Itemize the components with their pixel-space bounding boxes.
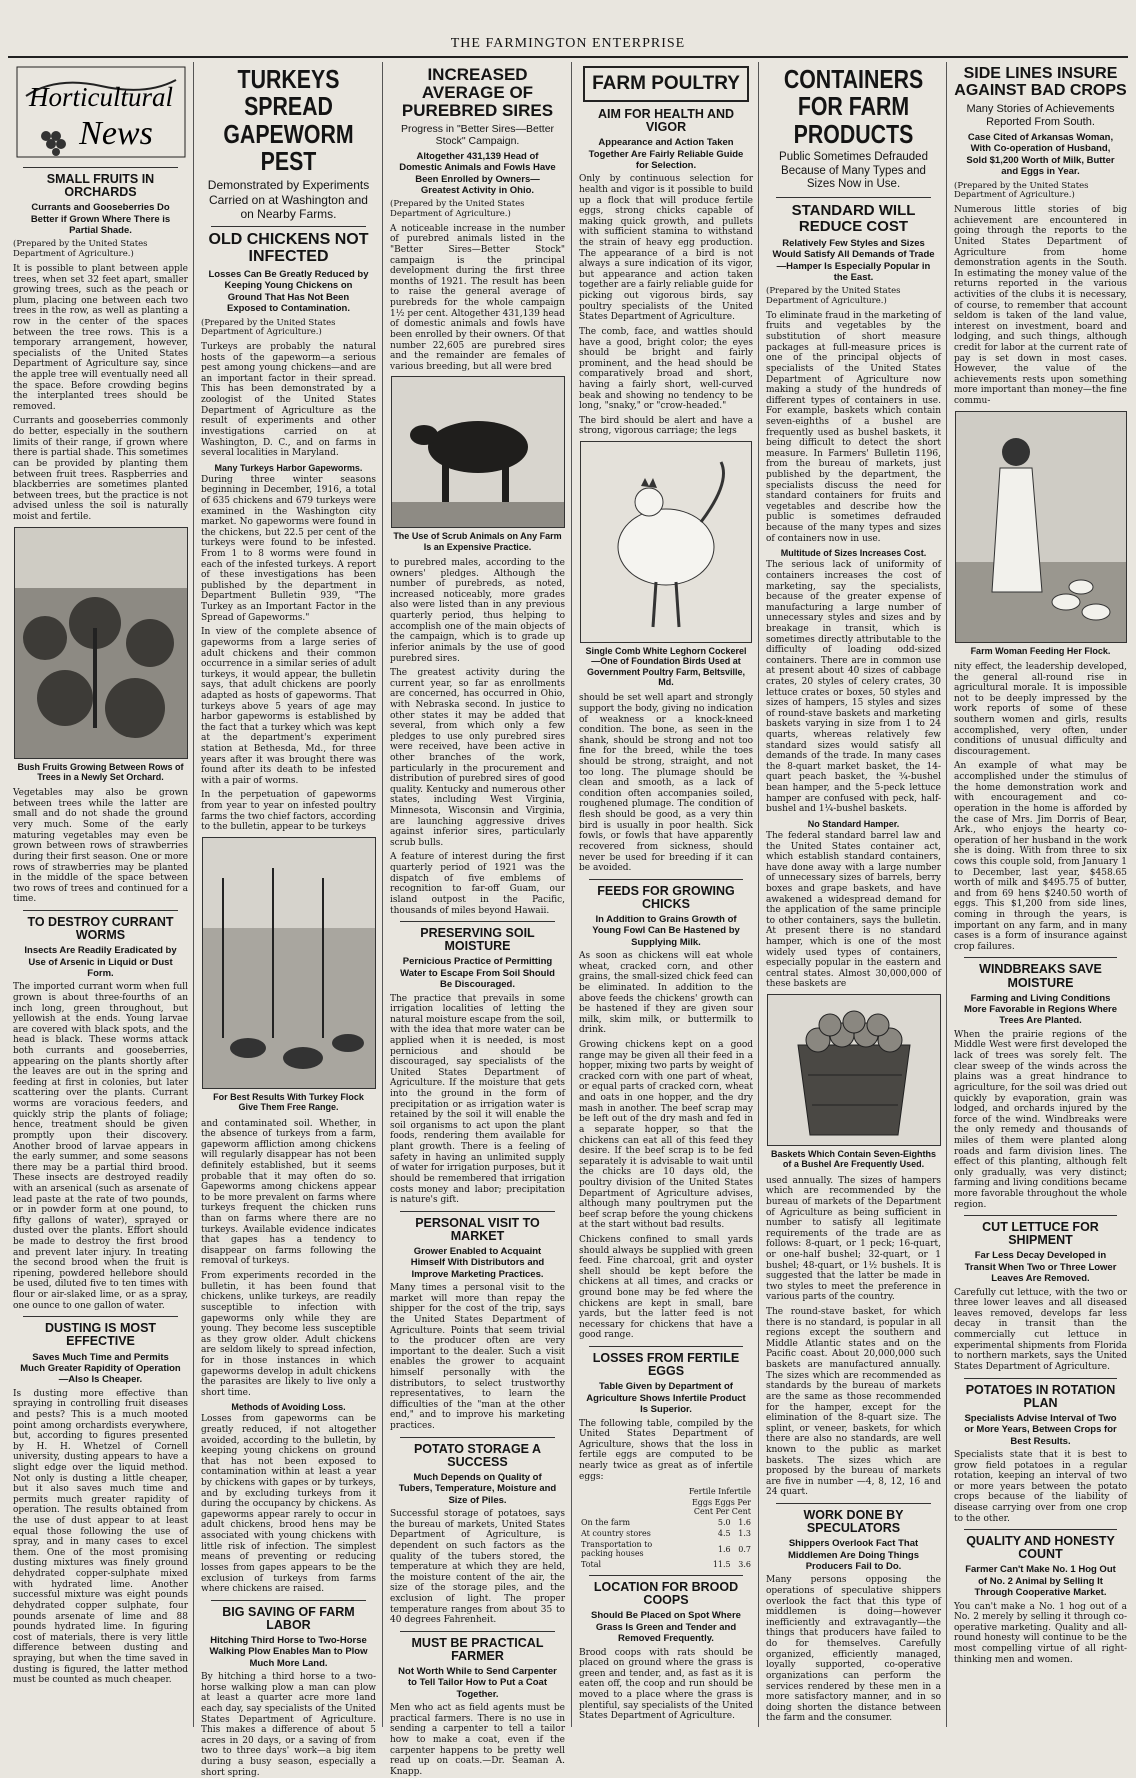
- table-header-cell: Eggs Eggs Per Cent Per Cent: [691, 1498, 751, 1517]
- article-paragraph: The practice that prevails in some irrigation localities of letting the natural moisture escape from the soil, with the idea that more water can be applied when it is needed, is most pernicious and should be discouraged, say specialists of the United States Department of Agriculture. If the moisture that gets into the ground in the form of precipitation or as irrigation water is retained by the soil it will enable the soil organisms to act upon the plant foods, rendering them available for plant growth. There is a feeling of safety in having an unlimited supply of water for irrigation purposes, but it should be remembered that irrigation costs money and labor; precipitation is nature's gift.: [390, 993, 565, 1206]
- article-paragraph: nity effect, the leadership developed, the general all-round rise in agricultural morale. It is impossible not to be deeply impressed by the work reports of some of these southern women and girls, results accomplished, very often, under conditions of unusual difficulty and discouragement.: [954, 661, 1127, 757]
- fertile-value: 4.5: [717, 1529, 731, 1539]
- deck: Saves Much Time and Permits Much Greater Rapidity of Operation—Also Is Cheaper.: [20, 1351, 181, 1386]
- separator: [23, 1316, 178, 1317]
- headline: FEEDS FOR GROWING CHICKS: [597, 883, 735, 911]
- article-paragraph: Vegetables may also be grown between trees while the latter are small and do not shade the ground very much. Some of the early maturing vegetables may even be grown between rows of strawberries during their first season. One or more rows of strawberries may be planted in the middle of the space between two rows of trees and continued for a time.: [13, 788, 188, 905]
- separator: [400, 1437, 555, 1438]
- article-paragraph: In the perpetuation of gapeworms from year to year on infested poultry farms the two chief factors, according to the bulletin, appear to be turkeys: [201, 790, 376, 833]
- table-row: [579, 1517, 753, 1528]
- turkey-flock-photo: [202, 837, 376, 1089]
- deck: Shippers Overlook Fact That Middlemen Are Doing Things Producers Fail to Do.: [787, 1538, 920, 1573]
- deck: Much Depends on Quality of Tubers, Temperature, Moisture and Size of Piles.: [398, 1471, 557, 1506]
- article-paragraph: Specialists state that it is best to grow field potatoes in a regular rotation, keeping an interval of two or more years between the potato crops because of the liability of disease carrying over from one crop to the other.: [954, 1449, 1127, 1524]
- headline: STANDARD WILL REDUCE COST: [791, 202, 916, 236]
- horticultural-news-logo: [13, 66, 188, 162]
- headline: WORK DONE BY SPECULATORS: [803, 1508, 904, 1536]
- article-paragraph: should be set well apart and strongly support the body, giving no indication of weakness or a knock-kneed condition. The bone, as seen in the shank, should be strong and not too fine for the breed, while the toes should be strong, straight, and not too long. The plumage should be clean and smooth, as a lack of condition often accompanies soiled, roughened plumage. The condition of flesh should be good, as a very thin bird is usually in poor health. Sick fowls, or fowls that have apparently recovered from sickness, should never be used for breeding if it can be avoided.: [579, 693, 753, 874]
- article-paragraph: As soon as chickens will eat whole wheat, cracked corn, and other grains, the small-sized chick feed can be eliminated. In addition to the above feeds the chickens' growth can be hastened if they are given sour milk, skim milk, or buttermilk to drink.: [579, 951, 753, 1036]
- credit-line: (Prepared by the United States Department of Agriculture.): [954, 180, 1089, 201]
- table-header-cell: Fertile Infertile: [688, 1487, 751, 1497]
- table-row: [579, 1528, 753, 1539]
- article-paragraph: In view of the complete absence of gapeworms from a large series of adult chickens and their common occurrence in a similar series of adult turkeys, it would appear, the bulletin says, that adult chickens are poorly adapted as hosts of gapeworms. That turkeys above 5 years of age may harbor gapeworms is established by the fact that a turkey which was kept at the department's experiment station at Bethesda, Md., for three years after it was brought there was found after its death to be infested with a pair of worms.: [201, 627, 376, 786]
- article-paragraph: An example of what may be accomplished under the stimulus of the home demonstration work and with encouragement and co-operation in the home is afforded by the case of Mrs. Jim Dorris of Bear, Ark., who enjoys the hearty co-operation of her husband in the work she is doing. With from three to six cows this couple sold, from January 1 to December, last year, $458.65 worth of milk and $495.75 of butter, and from 69 hens $240.50 worth of eggs. This $1,200 from side lines, coming in through the years, is important on any farm, and in many cases is a form of insurance against crop failures.: [954, 761, 1127, 952]
- deck: Insects Are Readily Eradicated by Use of Arsenic in Liquid or Dust Form.: [24, 945, 177, 979]
- masthead-rule: [8, 56, 1128, 58]
- column-rule: [946, 62, 947, 1727]
- separator: [964, 1378, 1117, 1379]
- separator: [589, 1346, 743, 1347]
- article-paragraph: You can't make a No. 1 hog out of a No. 2 merely by selling it through co-operative marketing. Quality and all-round honesty will continue to be the most compelling virtue of all right-thinking men and women.: [954, 1601, 1127, 1665]
- infertile-value: 0.7: [738, 1544, 751, 1554]
- headline: POTATO STORAGE A SUCCESS: [413, 1441, 542, 1469]
- credit-line: (Prepared by the United States Department of Agriculture.): [390, 199, 525, 220]
- headline: CUT LETTUCE FOR SHIPMENT: [982, 1220, 1099, 1248]
- deck: Hitching Third Horse to Two-Horse Walking Plow Enables Man to Plow Much More Land.: [209, 1635, 368, 1669]
- table-cell: [678, 1539, 753, 1559]
- article-paragraph: When the prairie regions of the Middle West were first developed the lack of trees was sorely felt. The clear sweep of the winds across the plains was a great hindrance to agriculture, for the soil was dried out quickly by evaporation, grain was lodged, and orchards injured by the force of the wind. Windbreaks were the only remedy and thousands of miles of them were planted along roads and farm division lines. The effect of this planting, although felt only gradually, was very distinct; farming and living conditions became more favorable throughout the whole region.: [954, 1029, 1127, 1210]
- article-paragraph: Carefully cut lettuce, with the two or three lower leaves and all diseased leaves removed, develops far less decay in transit than the commercially cut lettuce in experimental shipments from Florida to northern markets, says the United States Department of Agriculture.: [954, 1287, 1127, 1372]
- headline: SMALL FRUITS IN ORCHARDS: [46, 172, 155, 200]
- table-row: [579, 1539, 753, 1559]
- grape-vine-logo-icon: [16, 66, 186, 158]
- headline: INCREASED AVERAGE OF PUREBRED SIRES: [401, 65, 554, 120]
- deck: Relatively Few Styles and Sizes Would Satisfy All Demands of Trade—Hamper Is Especially Popular in the East.: [772, 237, 935, 283]
- separator: [400, 1631, 555, 1632]
- scrub-cow-photo: [391, 376, 565, 528]
- article-paragraph: From experiments recorded in the bulletin, it has been found that chickens, unlike turkeys, are readily susceptible to infection with gapeworms only while they are young. They become less susceptible as they grow older. Adult chickens are seldom likely to spread infection, for in those instances in which gapeworms develop in adult chickens the parasites are likely to live only a short time.: [201, 1271, 376, 1398]
- logo-word-1: Horticultural: [28, 82, 173, 112]
- table-cell: Total: [581, 1560, 602, 1570]
- farm-poultry-box: [583, 66, 749, 102]
- article-paragraph: The imported currant worm when full grown is about three-fourths of an inch long, green throughout, but yellowish at the ends. Young larvae are covered with black spots, and the head is black. These worms attack both currants and gooseberries, appearing on the plants shortly after the leaves are out in the spring and feeding at first in colonies, but later scattering over the plants. Currant worms are voracious feeders, and quickly strip the plants of foliage; hence, treatment should be given promptly upon their discovery. Another brood of larvae appears in the early summer, and some seasons there may be a partial third brood. These insects are destroyed readily with an arsenical (such as arsenate of lead paste at the rate of two pounds, or in powder form at one pound, to fifty gallons of water), sprayed or dusted over the plants. Effort should be made to destroy the first brood and prevent later injury. In treating the second brood when the fruit is ripening, powdered hellebore should be used, diluted five to ten times with flour or air-slaked lime, or as a spray, one ounce to one gallon of water.: [13, 982, 188, 1311]
- subheading: No Standard Hamper.: [807, 818, 900, 829]
- credit-line: (Prepared by the United States Department of Agriculture.): [13, 239, 148, 260]
- photo-caption: Farm Woman Feeding Her Flock.: [970, 645, 1111, 656]
- column-rule: [193, 62, 194, 1727]
- article-paragraph: to purebred males, according to the owners' pledges. Although the number of purebreds, as noted, increased noticeably, more grades also were listed than in any previous quarterly period, thus helping to accomplish one of the main objects of the campaign, which is to grade up inferior animals by the use of good purebred sires.: [390, 558, 565, 664]
- subheading: Many Turkeys Harbor Gapeworms.: [214, 462, 363, 473]
- article-paragraph: Is dusting more effective than spraying in controlling fruit diseases and pests? This is a much mooted point among orchardists everywhere, but, according to figures presented by H. H. Whetzel of Cornell university, dusting appears to have a slight edge over the liquid method. Not only is dusting a little cheaper, but it also saves much time and permits much greater rapidity of operation. The results obtained from the use of dust appear to at least equal those following the use of spray, and in many cases to excel them. One of the most promising dusting mixtures was finely ground dehydrated copper-sulphate mixed with hydrated lime. Another successful mixture was eight pounds dehydrated copper sulphate, four pounds arsenate of lime and 88 pounds hydrated lime. In figuring cost of materials, there is very little difference between dusting and spraying, but when the time saved in dusting is figured, the latter method must be counted as much cheaper.: [13, 1388, 188, 1686]
- article-paragraph: Successful storage of potatoes, says the bureau of markets, United States Department of Agriculture, is dependent on such factors as the quality of the tubers stored, the temperature at which they are held, the moisture content of the air, the size of the storage piles, and the exclusion of light. The proper temperature ranges from about 35 to 40 degrees Fahrenheit.: [390, 1509, 565, 1626]
- table-cell: [678, 1517, 753, 1528]
- separator: [23, 167, 178, 168]
- deck: Losses Can Be Greatly Reduced by Keeping Young Chickens on Ground That Has Not Been Exposed to Contamination.: [208, 268, 369, 315]
- deck: Should Be Placed on Spot Where Grass Is Green and Tender and Removed Frequently.: [591, 1610, 741, 1645]
- separator: [589, 879, 743, 880]
- column-1: [8, 62, 193, 1727]
- article-paragraph: To eliminate fraud in the marketing of fruits and vegetables by the substitution of short measure packages at full-measure prices is one of the principal objects of specialists of the United States Department of Agriculture now making a study of the hundreds of different types of containers in use. For example, baskets which contain seven-eighths of a bushel are frequently used as bushel baskets, it being difficult to detect the short measure. In Farmers' Bulletin 1196, from the bureau of markets, just published by the department, the specialists discuss the need for standard containers for fruits and vegetables and describe how the public is sometimes defrauded because of the many types and sizes of containers now in use.: [766, 310, 941, 544]
- table-header-row: [579, 1486, 753, 1497]
- article-paragraph: A feature of interest during the first quarterly period of 1921 was the dispatch of five emblems of recognition to far-off Guam, our island outpost in the Pacific, thousands of miles beyond Hawaii.: [390, 852, 565, 916]
- article-paragraph: The round-stave basket, for which there is no standard, is popular in all regions except the southern and Middle Atlantic states and on the Pacific coast. About 20,000,000 such baskets are manufactured annually. The sizes which are recommended as standards by the bureau of markets are the same as those recommended for the hamper, except for the elimination of the 8-quart size. The splint, or veneer, baskets, for which there are also no standards, are well known to the public as market baskets. The sizes which are proposed by the bureau of markets are five in number —4, 8, 12, 16 and 24 quart.: [766, 1307, 941, 1498]
- deck: In Addition to Grains Growth of Young Fowl Can Be Hastened by Supplying Milk.: [592, 913, 740, 948]
- headline: CONTAINERS FOR FARM PRODUCTS: [783, 64, 924, 149]
- logo-word-2: News: [78, 115, 153, 152]
- leghorn-cockerel-photo: [580, 441, 752, 643]
- baskets-photo: [767, 994, 941, 1146]
- article-paragraph: Currants and gooseberries commonly do better, especially in the southern limits of their range, if grown where there is partial shade. This sometimes can be provided by planting them between fruit trees. Raspberries and blackberries are sometimes planted between trees, but the practice is not advised unless the soil is naturally moist and fertile.: [13, 416, 188, 522]
- separator: [776, 1503, 931, 1504]
- separator: [211, 1600, 366, 1601]
- deck: Not Worth While to Send Carpenter to Tell Tailor How to Put a Coat Together.: [398, 1666, 557, 1700]
- column-3: [385, 62, 570, 1777]
- column-rule: [758, 62, 759, 1727]
- separator: [400, 921, 555, 922]
- article-paragraph: The bird should be alert and have a strong, vigorous carriage; the legs: [579, 415, 753, 437]
- column-2: [196, 62, 381, 1778]
- credit-line: (Prepared by the United States Department of Agriculture.): [766, 286, 901, 307]
- article-paragraph: Turkeys are probably the natural hosts of the gapeworm—a serious pest among young chickens—and are an important factor in their spread. This has been demonstrated by a zoologist of the United States Department of Agriculture as the result of experiments and other investigations carried on at Washington, D. C., and on farms in several localities in Maryland.: [201, 342, 376, 459]
- fertile-value: 11.5: [712, 1560, 731, 1570]
- table-row: [579, 1559, 753, 1570]
- article-paragraph: Losses from gapeworms can be greatly reduced, if not altogether avoided, according to the bulletin, by keeping young chickens on ground that has not been exposed to contamination within at least a year by chickens with gapes or by turkeys, and by excluding turkeys from it during the occupancy by chickens. As gapeworms appear rarely to occur in adult chickens, brood hens may be associated with young chickens with little risk of infection. The simplest means of preventing or reducing losses from gapes appears to be the exclusion of turkeys from farms where chickens are raised.: [201, 1414, 376, 1595]
- article-paragraph: The greatest activity during the current year, so far as enrollments are concerned, has occurred in Ohio, with Nebraska second. In justice to other states it may be added that several, from which only a few pledges to use only purebred sires were received, have been active in other branches of the work, particularly in the procurement and distribution of purebred sires of good quality. Kentucky and numerous other states, including West Virginia, Minnesota, Wisconsin and Virginia, are launching aggressive drives against inferior sires, particularly scrub bulls.: [390, 668, 565, 848]
- column-4: [574, 62, 758, 1727]
- article-paragraph: It is possible to plant between apple trees, when set 32 feet apart, smaller growing trees, such as the peach or plum, placing one between each two trees in the row, as well as planting a row in the center of the spaces between the tree rows. This is a temporary arrangement, however, specialists of the United States Department of Agriculture say, since the apple tree will eventually need all the space. Before crowding begins the interplanted trees should be removed.: [13, 263, 188, 412]
- fertile-value: 1.6: [717, 1544, 731, 1554]
- article-paragraph: By hitching a third horse to a two-horse walking plow a man can plow at least a quarter acre more land each day, say specialists of the United States Department of Agriculture. This makes a difference of about 5 acres in 20 days, or a saving of from two to three days' work—a big item during a busy season, especially a short spring.: [201, 1672, 376, 1778]
- table-cell: At country stores: [581, 1529, 651, 1539]
- article-paragraph: The serious lack of uniformity of containers increases the cost of marketing, say the specialists, because of the greater expense of manufacturing a large number of unnecessary styles and sizes and by breakage in transit, which is sometimes directly attributable to the difficulty of loading odd-sized containers. There are in common use at present about 40 sizes of cabbage crates, 20 styles of celery crates, 30 lettuce crates or boxes, 50 styles and sizes of hampers, 15 styles and sizes of round-stave baskets and marketing baskets varying in size from 1 to 24 quarts, whereas relatively few standard sizes would satisfy all demands of the trade. In many cases the 8-quart market basket, the 14-quart peach basket, the ¾-bushel bean hamper, and the 5-peck lettuce hamper are confused with peck, half-bushel and 1¼-bushel baskets.: [766, 560, 941, 815]
- column-6: [949, 62, 1132, 1727]
- article-paragraph: During three winter seasons beginning in December, 1916, a total of 635 chickens and 679 turkeys were examined in the Washington city market. No gapeworms were found in the chickens, but 22.5 per cent of the turkeys were found to be infested. From 1 to 8 worms were found in each of the infested turkeys. A report of these investigations has been published by the department in Department Bulletin 939, "The Turkey as an Important Factor in the Spread of Gapeworms.": [201, 474, 376, 623]
- article-paragraph: Many persons opposing the operations of speculative shippers overlook the fact that this type of middlemen is doing—however inefficiently and extravagantly—the things that producers have failed to do for themselves. Carefully organized, efficiently managed, loyally supported, co-operative organizations can perform the services rendered by these men in a more satisfactory manner, and in so doing shorten the distance between the farm and the consumer.: [766, 1575, 941, 1724]
- separator: [964, 957, 1117, 958]
- egg-loss-table: [579, 1486, 753, 1570]
- photo-caption: Single Comb White Leghorn Cockerel —One of Foundation Birds Used at Government Poultry Farm, Beltsville, Md.: [585, 645, 747, 688]
- photo-caption: For Best Results With Turkey Flock Give Them Free Range.: [213, 1091, 364, 1113]
- table-cell: Transportation to packing houses: [581, 1540, 653, 1559]
- article-paragraph: Growing chickens kept on a good range may be given all their feed in a hopper, mixing two parts by weight of cracked corn with one part of wheat, or equal parts of cracked corn, wheat and oats in one hopper, and the dry mash in another. The beef scrap may be left out of the dry mash and fed in a separate hopper, so that the chickens can eat all of this feed they desire. If the beef scrap is to be fed separately it is advisable to wait until the chicks are 10 days old, the poultry division of the United States Department of Agriculture advises, although many poultrymen put the beef scrap before the young chickens at the start without bad results.: [579, 1040, 753, 1231]
- headline: BIG SAVING OF FARM LABOR: [222, 1604, 355, 1632]
- subheading: Methods of Avoiding Loss.: [231, 1402, 346, 1413]
- deck: Table Given by Department of Agriculture Shows Infertile Product Is Superior.: [586, 1381, 746, 1416]
- farm-woman-photo: [955, 411, 1127, 643]
- separator: [776, 197, 931, 198]
- headline: TURKEYS SPREAD GAPEWORM PEST: [223, 64, 354, 176]
- separator: [23, 910, 178, 911]
- headline: FARM POULTRY: [592, 73, 740, 94]
- article-paragraph: The federal standard barrel law and the United States container act, which establish standard containers, have done away with a large number of unnecessary sizes of barrels, berry boxes and grape baskets, and have awakened a widespread demand for the application of the same principle to other containers, says the bulletin. At present there is no standard hamper, which is one of the most widely used types of containers, especially popular in the eastern and central states. Almost 30,000,000 of these baskets are: [766, 830, 941, 990]
- separator: [964, 1529, 1117, 1530]
- column-5: [761, 62, 946, 1727]
- table-header-row: [579, 1497, 753, 1517]
- deck: Many Stories of Achievements Reported From South.: [966, 102, 1115, 128]
- deck: Far Less Decay Developed in Transit When Two or Three Lower Leaves Are Removed.: [964, 1250, 1117, 1285]
- headline: WINDBREAKS SAVE MOISTURE: [979, 962, 1102, 990]
- photo-caption: Bush Fruits Growing Between Rows of Trees in a Newly Set Orchard.: [17, 761, 184, 782]
- headline: DUSTING IS MOST EFFECTIVE: [44, 1321, 157, 1349]
- deck: Case Cited of Arkansas Woman, With Co-operation of Husband, Sold $1,200 Worth of Milk, Butter and Eggs in Year.: [966, 131, 1115, 178]
- masthead: THE FARMINGTON ENTERPRISE: [450, 36, 686, 51]
- deck: Farming and Living Conditions More Favorable in Regions Where Trees Are Planted.: [963, 992, 1118, 1027]
- table-header-cell: [579, 1497, 678, 1517]
- deck: Grower Enabled to Acquaint Himself With Distributors and Improve Marketing Practices.: [410, 1246, 545, 1280]
- infertile-value: 1.3: [738, 1529, 751, 1539]
- deck: Demonstrated by Experiments Carried on at Washington and on Nearby Farms.: [207, 178, 370, 221]
- deck: Progress in "Better Sires—Better Stock" Campaign.: [400, 122, 555, 148]
- deck: Currants and Gooseberries Do Better if Grown Where There is Partial Shade.: [30, 202, 171, 237]
- deck: Farmer Can't Make No. 1 Hog Out of No. 2 Animal by Selling It Through Cooperative Market.: [965, 1564, 1116, 1599]
- article-paragraph: Men who act as field agents must be practical farmers. There is no use in sending a carpenter to tell a tailor how to make a coat, even if the carpenter happens to be pretty well read up on coats.—Dr. Seaman A. Knapp.: [390, 1703, 565, 1777]
- deck: Public Sometimes Defrauded Because of Many Types and Sizes Now in Use.: [779, 150, 928, 191]
- headline: PRESERVING SOIL MOISTURE: [420, 926, 535, 954]
- table-cell: [678, 1528, 753, 1539]
- headline: POTATOES IN ROTATION PLAN: [965, 1382, 1116, 1410]
- photo-caption: Baskets Which Contain Seven-Eighths of a Bushel Are Frequently Used.: [770, 1149, 937, 1170]
- separator: [589, 1575, 743, 1576]
- article-paragraph: The following table, compiled by the United States Department of Agriculture, shows that the loss in fertile eggs are computed to be nearly twice as great as of infertile eggs:: [579, 1418, 753, 1482]
- fertile-value: 5.0: [717, 1518, 731, 1528]
- article-paragraph: Numerous little stories of big achievement are encountered in going through the reports to the United States Department of Agriculture from home demonstration agents in the South. In estimating the money value of the returns reported in the various activities of the clubs it is necessary, of course, to remember that account seldom is taken of the land value, interest on investment, board and lodging, and such things, although credit for labor at the current rate of pay is set down in most cases. However, the value of the achievements rests upon something more important than money—the fine commu-: [954, 205, 1127, 407]
- deck: Appearance and Action Taken Together Are Fairly Reliable Guide for Selection.: [588, 137, 744, 171]
- infertile-value: 1.6: [738, 1518, 751, 1528]
- orchard-photo: [14, 527, 188, 759]
- headline: MUST BE PRACTICAL FARMER: [411, 1635, 544, 1663]
- deck: Altogether 431,139 Head of Domestic Animals and Fowls Have Been Enrolled by Owners—Greatest Activity in Ohio.: [399, 150, 556, 196]
- table-cell: [678, 1559, 753, 1570]
- column-rule: [382, 62, 383, 1727]
- article-paragraph: A noticeable increase in the number of purebred animals listed in the "Better Sires—Better Stock" campaign is the principal development during the first three months of 1921. The result has been to raise the general average of purebreds for the whole campaign 1½ per cent. Altogether 431,139 head of domestic animals and fowls have been enrolled by their owners. Of that number 22,605 are purebred sires and the remainder are females of various breeding, but all were bred: [390, 223, 565, 372]
- article-paragraph: Brood coops with rats should be placed on ground where the grass is green and tender, and, as fast as it is eaten off, the coop and run should be moved to a place where the grass is plentiful, say specialists of the United States Department of Agriculture.: [579, 1647, 753, 1722]
- article-paragraph: and contaminated soil. Whether, in the absence of turkeys from a farm, gapeworm affliction among chickens will regularly disappear has not been definitely established, but it seems probable that it may often do so. Gapeworms among chickens appear to be more prevalent on farms where turkeys frequent the chicken runs than on farms where there are no turkeys. Available evidence indicates that gapes has a tendency to disappear on farms following the removal of turkeys.: [201, 1118, 376, 1267]
- column-rule: [571, 62, 572, 1727]
- article-paragraph: Chickens confined to small yards should always be supplied with green feed. Fine charcoal, grit and oyster shell should be kept before the chickens at all times, and cracks or ground bone may be fed where the chickens are kept in small, bare yards, but the latter feed is not necessary for chickens that have a good range.: [579, 1234, 753, 1341]
- article-paragraph: Many times a personal visit to the market will more than repay the shipper for the cost of the trip, says the United States Department of Agriculture. Points that seem trivial to the producer often are very important to the dealer. Such a visit enables the grower to acquaint himself personally with the distributors, to select trustworthy representatives, to learn the difficulties of the "man at the other end," and to improve his marketing practices.: [390, 1283, 565, 1432]
- separator: [400, 1211, 555, 1212]
- headline: OLD CHICKENS NOT INFECTED: [208, 231, 369, 266]
- headline: LOSSES FROM FERTILE EGGS: [592, 1351, 740, 1379]
- article-paragraph: used annually. The sizes of hampers which are recommended by the bureau of markets of the Department of Agriculture as being sufficient in number to satisfy all legitimate requirements of the trade are as follows: 8-quart, or 1 peck; 16-quart, or one-half bushel; 32-quart, or 1 bushel; 48-quart, or 1½ bushels. It is suggested that the latter be made in two styles to meet the preference in various parts of the country.: [766, 1175, 941, 1303]
- article-paragraph: Only by continuous selection for health and vigor is it possible to build up a flock that will produce fertile eggs, strong chicks capable of making quick growth, and pullets with sufficient stamina to withstand the strain of heavy egg production. The appearance of a bird is not always a sure indication of its vigor, but appearance and action taken together are a fairly reliable guide for picking out vigorous birds, say poultry specialists of the United States Department of Agriculture.: [579, 174, 753, 323]
- headline: TO DESTROY CURRANT WORMS: [27, 914, 174, 943]
- article-paragraph: The comb, face, and wattles should have a good, bright color; the eyes should be bright and fairly prominent, and the head should be comparatively broad and short, having a fairly short, well-curved beak and showing no tendency to be long, "snaky," or "crow-headed.": [579, 326, 753, 412]
- headline: LOCATION FOR BROOD COOPS: [593, 1580, 739, 1608]
- separator: [211, 226, 366, 227]
- deck: Specialists Advise Interval of Two or More Years, Between Crops for Best Results.: [964, 1412, 1117, 1447]
- table-header-cell: [579, 1486, 678, 1497]
- headline: AIM FOR HEALTH AND VIGOR: [597, 106, 735, 135]
- table-cell: On the farm: [581, 1518, 631, 1528]
- credit-line: (Prepared by the United States Department of Agriculture.): [201, 317, 336, 338]
- deck: Pernicious Practice of Permitting Water to Escape From Soil Should Be Discouraged.: [400, 956, 555, 991]
- subheading: Multitude of Sizes Increases Cost.: [780, 548, 927, 559]
- headline: PERSONAL VISIT TO MARKET: [415, 1215, 540, 1243]
- headline: QUALITY AND HONESTY COUNT: [966, 1534, 1115, 1562]
- headline: SIDE LINES INSURE AGAINST BAD CROPS: [954, 65, 1127, 99]
- photo-caption: The Use of Scrub Animals on Any Farm Is an Expensive Practice.: [393, 531, 562, 552]
- separator: [964, 1215, 1117, 1216]
- infertile-value: 3.6: [738, 1560, 751, 1570]
